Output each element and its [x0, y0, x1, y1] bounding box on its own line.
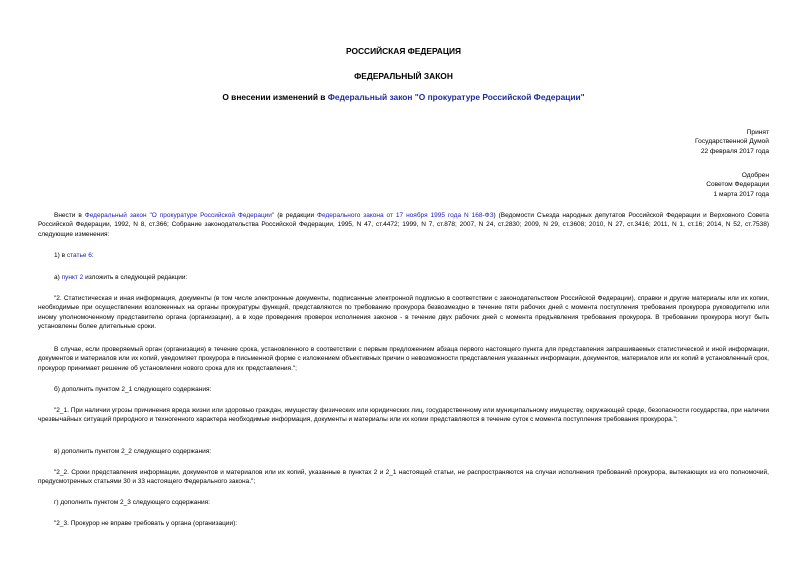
- item-text: 1) в: [54, 252, 67, 259]
- point-2-link[interactable]: пункт 2: [61, 274, 84, 281]
- item-text: :: [91, 252, 94, 259]
- item-a: [38, 273, 769, 282]
- country-heading: РОССИЙСКАЯ ФЕДЕРАЦИЯ: [345, 46, 462, 56]
- point-2-continuation: В случае, если проверяемый орган (организация) в течение срока, установленного в соответствии с первым предложением абзаца первого настоящего пункта для представления запрашиваемых статистической и иной информации, документов и материалов или их копий, уведомляет прокурора в письменной форме с изложением объективных причин о невозможности представления указанных информации, документов, материалов или их копий в установленный срок, прокурор принимает решение об установлении нового срока для их представления.";: [38, 346, 769, 372]
- law-title: [0, 92, 807, 102]
- item-1: [38, 251, 769, 260]
- law-title-link[interactable]: Федеральный закон "О прокуратуре Российской Федерации": [327, 92, 585, 102]
- approval-line: Одобрен: [741, 172, 769, 179]
- point-2-text: "2. Статистическая и иная информация, документы (в том числе электронные документы, подписанные электронной подписью в соответствии с законодательством Российской Федерации), справки и другие материалы или их копии, необходимые при осуществлении возложенных на органы прокуратуры функций, представляются по требованию прокурора безвозмездно в течение пяти рабочих дней с момента поступления требования прокурора руководителю или иному уполномоченному представителю органа (организации), а в ходе проведения проверок исполнения законов - в течение двух рабочих дней с момента предъявления требования прокурора. В требовании прокурора могут быть установлены более длительные сроки.: [38, 295, 769, 331]
- law-type-heading: ФЕДЕРАЛЬНЫЙ ЗАКОН: [354, 71, 453, 81]
- approval-line: Советом Федерации: [706, 181, 769, 189]
- acceptance-line: 22 февраля 2017 года: [700, 147, 769, 155]
- item-text: изложить в следующей редакции:: [83, 274, 188, 281]
- acceptance-line: Государственной Думой: [695, 138, 769, 146]
- point-2-1-text: "2_1. При наличии угрозы причинения вреда жизни или здоровью граждан, имуществу физических или юридических лиц, государственному или муниципальному имуществу, окружающей среде, безопасности государства, при наличии чрезвычайных ситуаций природного и техногенного характера необходимые информация, документы и материалы или их копии представляются в течение суток с момента поступления требования прокурора.";: [38, 407, 769, 424]
- intro-text: (в редакции: [274, 212, 318, 219]
- council-approval-block: [706, 171, 769, 199]
- point-2-2-text: "2_2. Сроки представления информации, документов и материалов или их копий, указанные в пунктах 2 и 2_1 настоящей статьи, не распространяются на случаи исполнения требований прокурора, вытекающих из его полномочий, предусмотренных статьями 30 и 33 настоящего Федерального закона.";: [38, 469, 769, 486]
- amendment-law-link[interactable]: Федерального закона от 17 ноября 1995 года N 168-ФЗ: [317, 212, 494, 219]
- item-g: г) дополнить пунктом 2_3 следующего содержания:: [54, 499, 210, 506]
- approval-line: 1 марта 2017 года: [713, 190, 769, 198]
- law-title-prefix: О внесении изменений в: [222, 92, 328, 102]
- item-text: а): [54, 274, 62, 281]
- intro-paragraph: [38, 211, 769, 239]
- duma-acceptance-block: [695, 128, 769, 156]
- intro-text: Внести в: [54, 212, 85, 219]
- intro-text: ) (Ведомости Съезда народных депутатов Российской Федерации и Верховного Совета Российской Федерации, 1992, N 8, ст.366; Собрание законодательства Российской Федерации, 1995, N 47, ст.4472; 1999, N 7, ст.878; 2007, N 24, ст.2830; 2009, N 29, ст.3608; 2010, N 27, ст.3416; 2011, N 1, ст.16; 2014, N 52, ст.7538) следующие изменения:: [38, 212, 770, 238]
- acceptance-line: Принят: [746, 129, 769, 136]
- law-link[interactable]: Федеральный закон "О прокуратуре Российской Федерации": [84, 212, 275, 219]
- point-2-3-text: "2_3. Прокурор не вправе требовать у органа (организации):: [54, 520, 238, 527]
- item-b: б) дополнить пунктом 2_1 следующего содержания:: [54, 386, 212, 393]
- article-6-link[interactable]: статье 6: [66, 252, 92, 259]
- item-v: в) дополнить пунктом 2_2 следующего содержания:: [54, 448, 212, 455]
